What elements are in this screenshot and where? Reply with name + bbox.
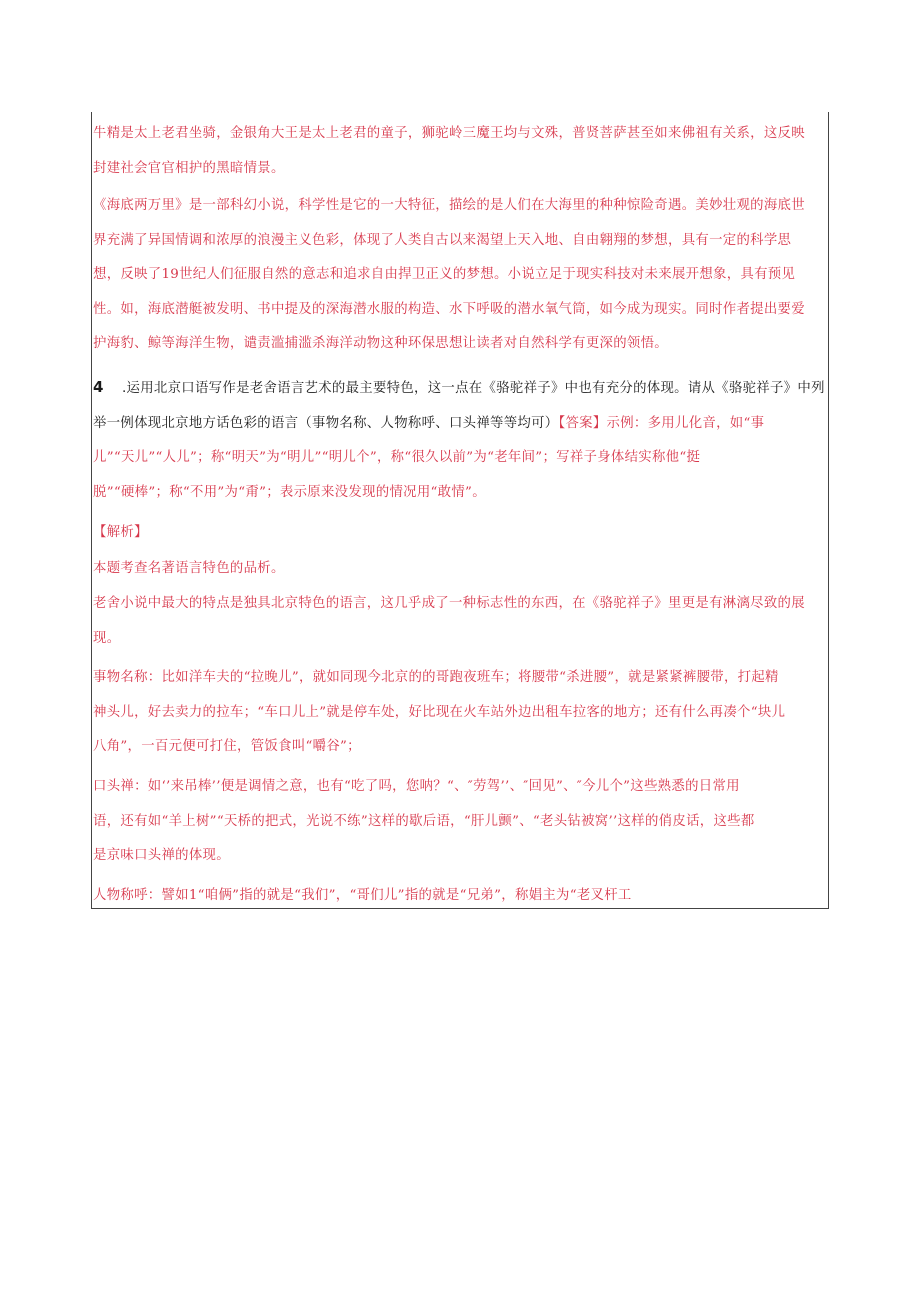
question-4-line-1 [93,370,823,407]
text-line: 《海底两万里》是一部科幻小说，科学性是它的一大特征，描绘的是人们在大海里的种种惊险奇遇。美妙壮观的海底世 [93,198,805,213]
question-text: 举一例体现北京地方话色彩的语言（事物名称、人物称呼、口头禅等等均可） [93,415,559,431]
text-line: 老舍小说中最大的特点是独具北京特色的语言，这几乎成了一种标志性的东西，在《骆驼祥子》里更是有淋漓尽致的展 [93,596,805,611]
text-line: 是京味口头禅的体现。 [93,848,230,863]
paragraph-haidi [93,189,823,362]
text-line: 语，还有如“羊上树”“天桥的把式，光说不练”这样的歇后语，“肝儿颤”、“老头钻被窝’’这样的俏皮话，这些都 [93,813,755,829]
text-line: 牛精是太上老君坐骑，金银角大王是太上老君的童子，狮驼岭三魔王均与文殊，普贤菩萨甚至如来佛祖有关系，这反映 [93,126,805,141]
paragraph-renwu-chenghu: 人物称呼：譬如1“咱俩”指的就是“我们”，“哥们儿”指的就是“兄弟”，称娼主为“老叉杆工 [93,888,632,903]
answer-text: 儿”“天儿”“人儿”；称“明天”为“明儿”“明儿个”，称“很久以前”为“老年间”；写祥子身体结实称他“挺 [93,450,701,465]
paragraph-niujing [93,117,823,186]
text-line: 口头禅：如‘’来吊棒’’便是调情之意，也有“吃了吗，您呐？“、″劳驾’’、″回见”、″今儿个”这些熟悉的日常用 [93,779,740,794]
text-line: 现。 [93,630,121,646]
question-4 [93,370,823,510]
paragraph-koutouchan [93,770,823,874]
paragraph-shiwu-mingcheng [93,661,823,765]
text-line: 性。如，海底潜艇被发明、书中提及的深海潜水服的构造、水下呼吸的潜水氧气筒，如今成为现实。同时作者提出要爱 [93,301,805,317]
answer-text: 【答案】示例：多用儿化音，如“事 [558,415,765,431]
jiexi-heading: 【解析】 [93,525,148,540]
text-line: 护海豹、鲸等海洋生物，谴责滥捕滥杀海洋动物这种环保思想让读者对自然科学有更深的领悟。 [93,336,669,351]
question-text: .运用北京口语写作是老舍语言艺术的最主要特色，这一点在《骆驼祥子》中也有充分的体现。请从《骆驼祥子》中列 [121,381,825,396]
question-4-line-2 [93,407,823,442]
text-line: 事物名称：比如洋车夫的“拉晚儿”，就如同现今北京的的哥跑夜班车；将腰带“杀进腰”，就是紧紧裤腰带，打起精 [93,670,779,685]
text-line: 想，反映了19世纪人们征服自然的意志和追求自由捍卫正义的梦想。小说立足于现实科技对未来展开想象，具有预见 [93,267,796,282]
paragraph-laoshe [93,587,823,656]
question-number: 4 [93,378,104,396]
answer-text: 脱”“硬棒”；称“不用”为“甭”；表示原来没发现的情况用“敢情”。 [93,484,486,500]
text-line: 封建社会官官相护的黑暗情景。 [93,160,285,176]
paragraph-topic: 本题考查名著语言特色的品析。 [93,561,285,576]
text-line: 界充满了异国情调和浓厚的浪漫主义色彩，体现了人类自古以来渴望上天入地、自由翱翔的梦想，具有一定的科学思 [93,232,792,248]
text-line: 八角”，一百元便可打住，管饭食叫“嚼谷”； [93,739,361,754]
text-line: 神头儿，好去卖力的拉车；“车口儿上”就是停车处，好比现在火车站外边出租车拉客的地方；还有什么再凑个“块儿 [93,704,786,720]
